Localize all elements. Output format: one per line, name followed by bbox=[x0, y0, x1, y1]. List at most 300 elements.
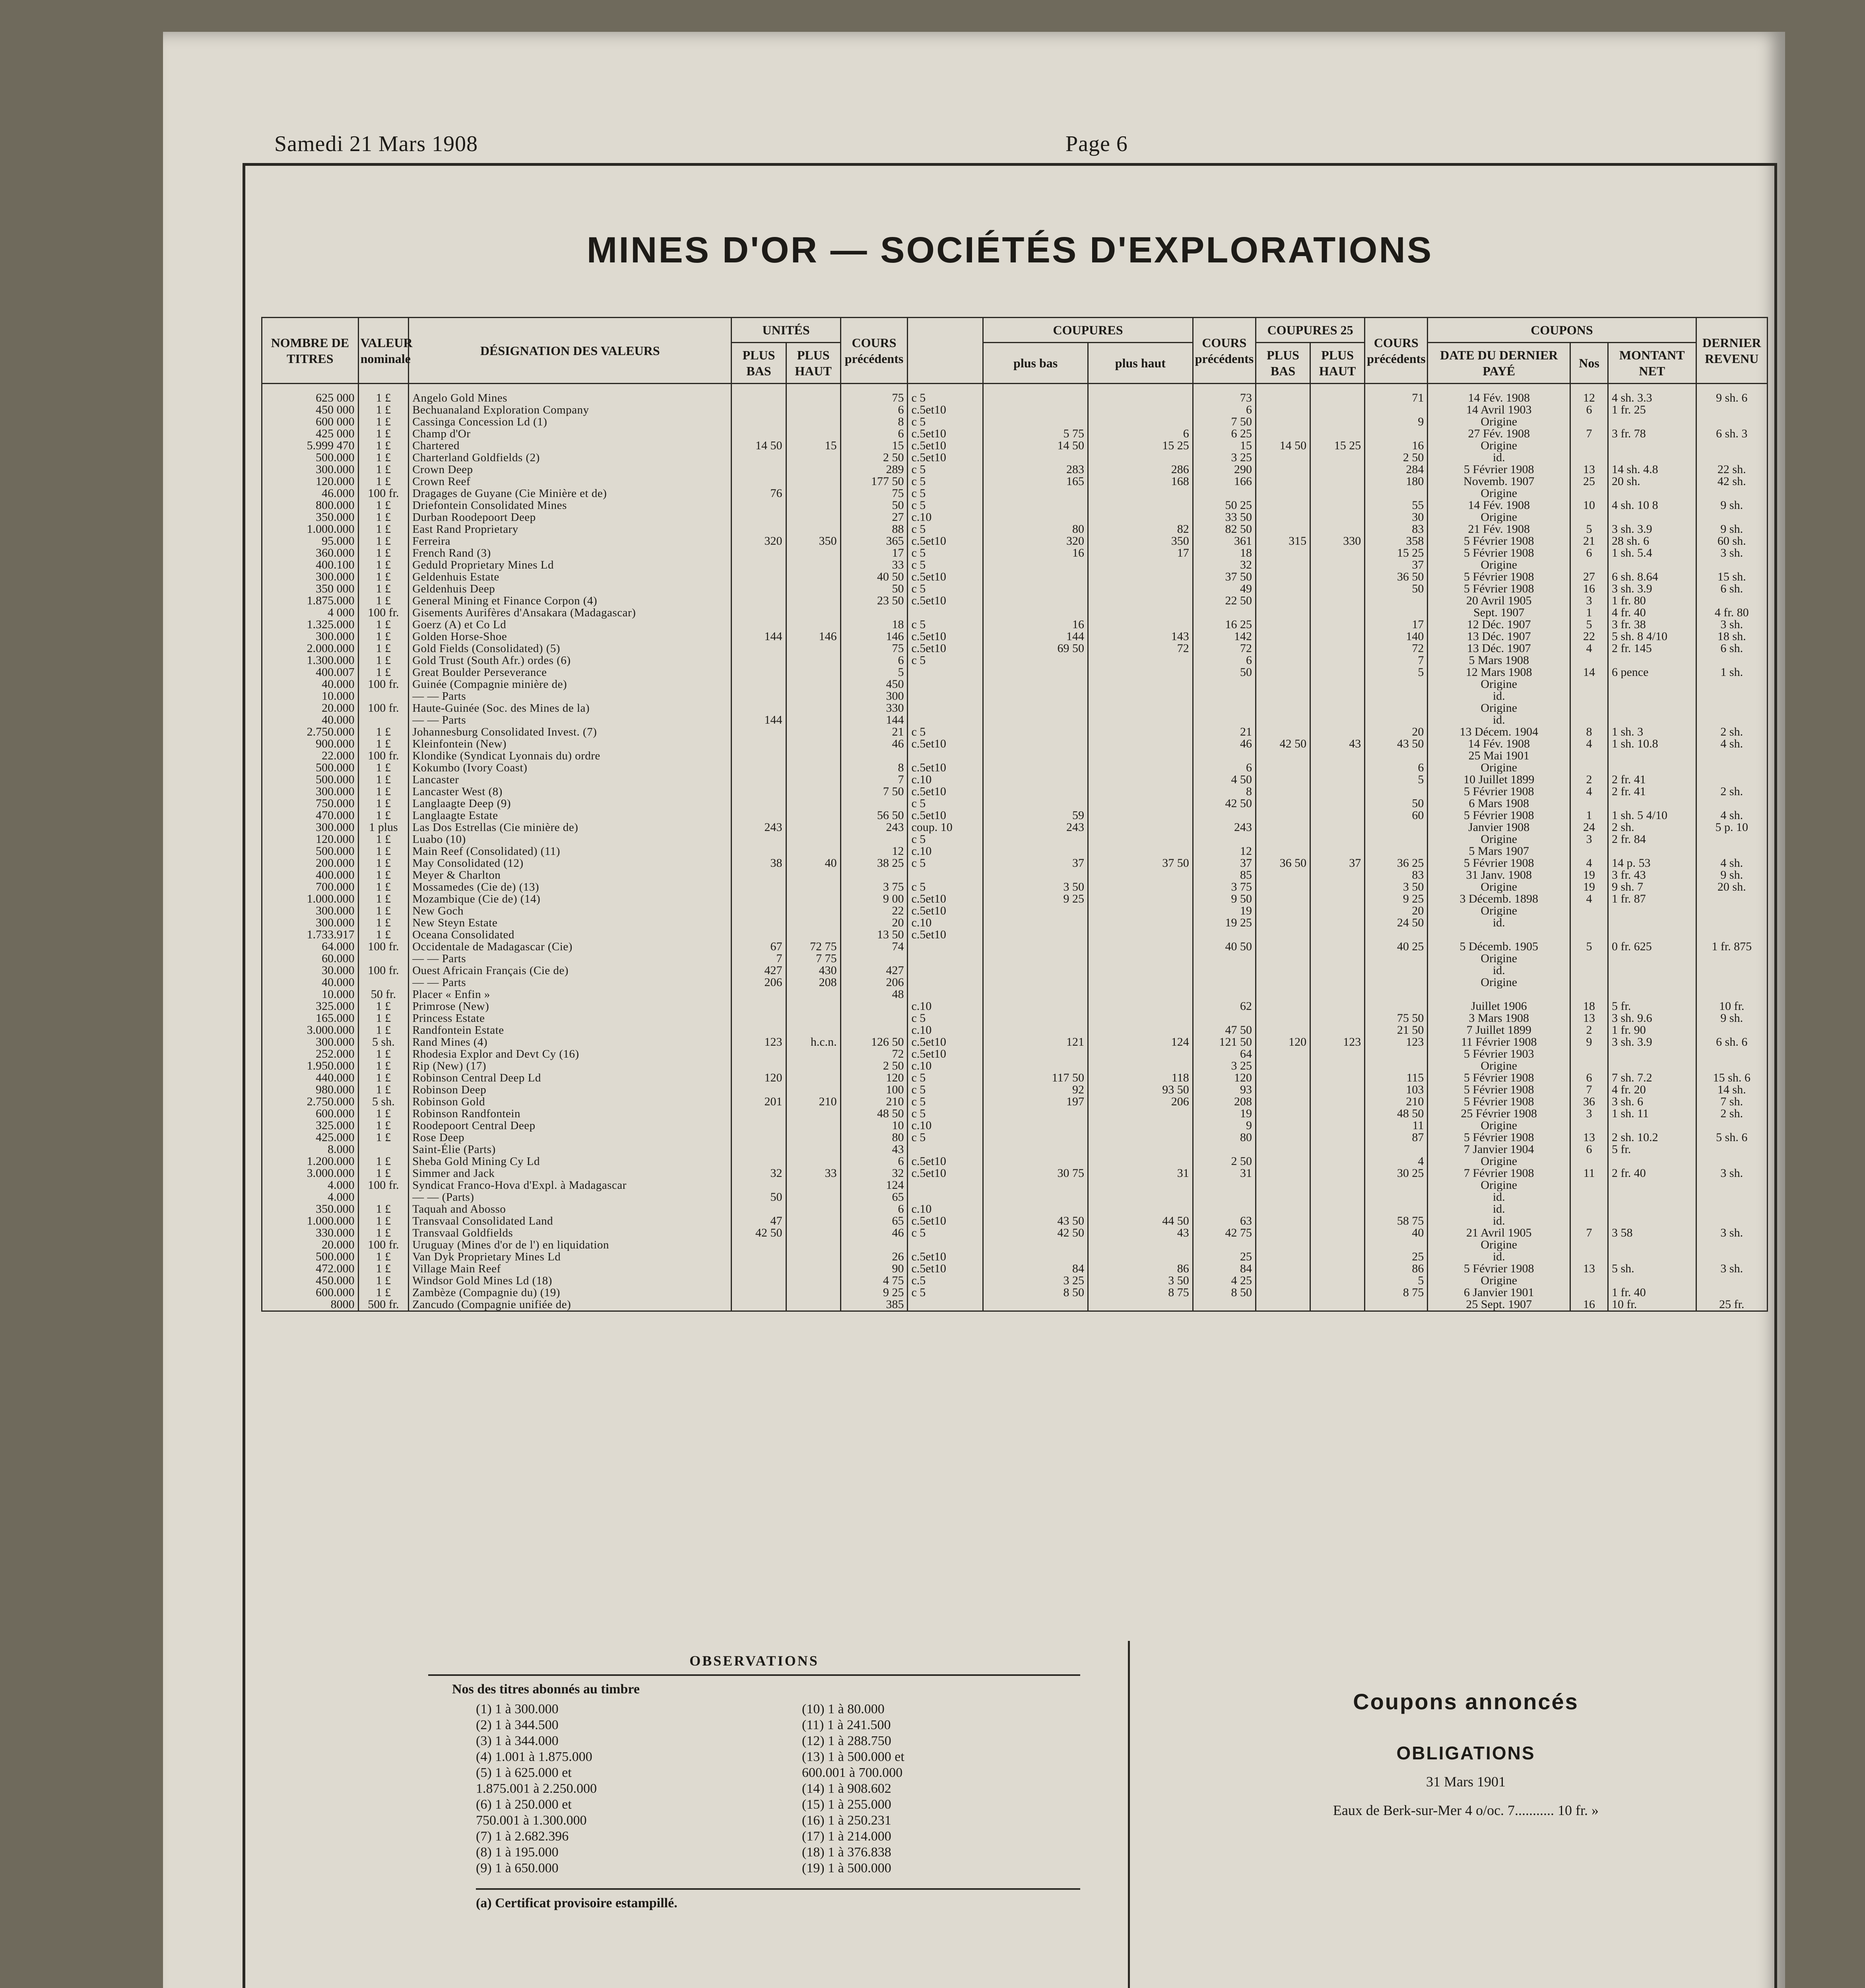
observation-line: (17) 1 à 214.000 bbox=[802, 1829, 891, 1844]
cell-n: 500.000 bbox=[262, 845, 359, 857]
table-row bbox=[262, 1203, 1768, 1215]
cell-c1: 177 50 bbox=[840, 476, 908, 487]
cell-uh bbox=[786, 833, 840, 845]
cell-c3: 5 bbox=[1365, 774, 1428, 786]
cell-no: 2 bbox=[1570, 1024, 1608, 1036]
cell-mt: 3 fr. 38 bbox=[1608, 619, 1696, 631]
cell-s: c.5et10 bbox=[908, 1155, 983, 1167]
cell-rv bbox=[1696, 1251, 1767, 1263]
cell-n: 1.300.000 bbox=[262, 654, 359, 666]
cell-d: Luabo (10) bbox=[409, 833, 732, 845]
table-row bbox=[262, 929, 1768, 941]
cell-v: 1 £ bbox=[358, 738, 409, 750]
cell-ub bbox=[732, 845, 786, 857]
cell-c2: 208 bbox=[1193, 1096, 1256, 1108]
cell-qb: 42 50 bbox=[1256, 738, 1310, 750]
cell-c3: 180 bbox=[1365, 476, 1428, 487]
cell-qb bbox=[1256, 607, 1310, 619]
cell-ph bbox=[1088, 905, 1193, 917]
cell-mt: 5 fr. bbox=[1608, 1143, 1696, 1155]
cell-rv bbox=[1696, 416, 1767, 428]
cell-qb bbox=[1256, 1179, 1310, 1191]
cell-no: 11 bbox=[1570, 1167, 1608, 1179]
cell-c3 bbox=[1365, 404, 1428, 416]
cell-rv: 7 sh. bbox=[1696, 1096, 1767, 1108]
cell-mt bbox=[1608, 1155, 1696, 1167]
cell-no: 3 bbox=[1570, 595, 1608, 607]
table-row bbox=[262, 571, 1768, 583]
cell-qb bbox=[1256, 1048, 1310, 1060]
cell-uh: 210 bbox=[786, 1096, 840, 1108]
cell-v: 1 £ bbox=[358, 416, 409, 428]
cell-v: 1 £ bbox=[358, 464, 409, 476]
cell-dt: 7 Janvier 1904 bbox=[1428, 1143, 1570, 1155]
cell-n: 300.000 bbox=[262, 905, 359, 917]
cell-v: 1 £ bbox=[358, 905, 409, 917]
cell-ub bbox=[732, 929, 786, 941]
cell-v: 1 £ bbox=[358, 1048, 409, 1060]
cell-uh: 7 75 bbox=[786, 953, 840, 965]
cell-c2: 3 75 bbox=[1193, 881, 1256, 893]
cell-ub bbox=[732, 1084, 786, 1096]
table-row bbox=[262, 1263, 1768, 1275]
cell-rv: 22 sh. bbox=[1696, 464, 1767, 476]
cell-qb bbox=[1256, 774, 1310, 786]
cell-c3: 8 75 bbox=[1365, 1287, 1428, 1299]
cell-v: 1 £ bbox=[358, 1263, 409, 1275]
header-dernier-revenu: DERNIER REVENU bbox=[1696, 318, 1767, 384]
cell-dt: 11 Février 1908 bbox=[1428, 1036, 1570, 1048]
cell-c1 bbox=[840, 750, 908, 762]
cell-n: 64.000 bbox=[262, 941, 359, 953]
cell-ub: 67 bbox=[732, 941, 786, 953]
cell-qh bbox=[1310, 702, 1365, 714]
cell-d: Great Boulder Perseverance bbox=[409, 666, 732, 678]
cell-d: Syndicat Franco-Hova d'Expl. à Madagascar bbox=[409, 1179, 732, 1191]
cell-mt bbox=[1608, 929, 1696, 941]
cell-c2: 6 bbox=[1193, 404, 1256, 416]
cell-c2: 6 bbox=[1193, 654, 1256, 666]
cell-qb bbox=[1256, 881, 1310, 893]
cell-qb bbox=[1256, 1155, 1310, 1167]
table-row bbox=[262, 666, 1768, 678]
cell-ub bbox=[732, 678, 786, 690]
cell-no: 5 bbox=[1570, 941, 1608, 953]
cell-c3 bbox=[1365, 487, 1428, 499]
cell-v: 100 fr. bbox=[358, 487, 409, 499]
cell-mt bbox=[1608, 905, 1696, 917]
cell-ph bbox=[1088, 988, 1193, 1000]
cell-d: French Rand (3) bbox=[409, 547, 732, 559]
cell-qb bbox=[1256, 523, 1310, 535]
cell-qh bbox=[1310, 762, 1365, 774]
cell-n: 600 000 bbox=[262, 416, 359, 428]
table-row bbox=[262, 833, 1768, 845]
cell-qh bbox=[1310, 416, 1365, 428]
cell-c2: 8 bbox=[1193, 786, 1256, 798]
cell-c3: 83 bbox=[1365, 523, 1428, 535]
cell-c2 bbox=[1193, 487, 1256, 499]
cell-ub bbox=[732, 1012, 786, 1024]
cell-qh bbox=[1310, 595, 1365, 607]
cell-qb: 315 bbox=[1256, 535, 1310, 547]
cell-qh bbox=[1310, 1203, 1365, 1215]
cell-qb bbox=[1256, 1060, 1310, 1072]
cell-uh bbox=[786, 595, 840, 607]
cell-ph: 168 bbox=[1088, 476, 1193, 487]
cell-pb: 30 75 bbox=[983, 1167, 1088, 1179]
cell-mt bbox=[1608, 1191, 1696, 1203]
cell-s: c.5 bbox=[908, 1275, 983, 1287]
cell-n: 425 000 bbox=[262, 428, 359, 440]
cell-pb bbox=[983, 953, 1088, 965]
cell-qh bbox=[1310, 631, 1365, 643]
mines-table bbox=[261, 317, 1768, 1312]
cell-qb bbox=[1256, 833, 1310, 845]
cell-v: 1 £ bbox=[358, 1287, 409, 1299]
cell-ub: 243 bbox=[732, 821, 786, 833]
cell-no bbox=[1570, 714, 1608, 726]
cell-pb: 59 bbox=[983, 810, 1088, 821]
cell-uh bbox=[786, 810, 840, 821]
cell-n: 325.000 bbox=[262, 1000, 359, 1012]
cell-uh bbox=[786, 893, 840, 905]
cell-n: 165.000 bbox=[262, 1012, 359, 1024]
cell-d: Placer « Enfin » bbox=[409, 988, 732, 1000]
cell-c2: 50 bbox=[1193, 666, 1256, 678]
cell-n: 2.750.000 bbox=[262, 1096, 359, 1108]
cell-uh bbox=[786, 571, 840, 583]
cell-v: 5 sh. bbox=[358, 1096, 409, 1108]
cell-rv bbox=[1696, 1155, 1767, 1167]
cell-d: Driefontein Consolidated Mines bbox=[409, 499, 732, 511]
cell-n: 10.000 bbox=[262, 988, 359, 1000]
cell-rv: 3 sh. bbox=[1696, 1263, 1767, 1275]
cell-uh bbox=[786, 786, 840, 798]
cell-c3 bbox=[1365, 678, 1428, 690]
cell-ph bbox=[1088, 690, 1193, 702]
cell-pb bbox=[983, 666, 1088, 678]
cell-c1: 43 bbox=[840, 1143, 908, 1155]
cell-uh bbox=[786, 726, 840, 738]
cell-mt bbox=[1608, 953, 1696, 965]
cell-ph bbox=[1088, 1251, 1193, 1263]
header-coupures-bas: plus bas bbox=[983, 343, 1088, 384]
cell-c2 bbox=[1193, 953, 1256, 965]
cell-mt: 0 fr. 625 bbox=[1608, 941, 1696, 953]
cell-ub bbox=[732, 786, 786, 798]
cell-s: c.10 bbox=[908, 1024, 983, 1036]
table-row bbox=[262, 702, 1768, 714]
cell-rv: 42 sh. bbox=[1696, 476, 1767, 487]
cell-qh bbox=[1310, 666, 1365, 678]
cell-qb bbox=[1256, 678, 1310, 690]
observations-note: (a) Certificat provisoire estampillé. bbox=[476, 1888, 1080, 1911]
cell-v: 1 £ bbox=[358, 762, 409, 774]
cell-n: 400.000 bbox=[262, 869, 359, 881]
cell-v: 100 fr. bbox=[358, 1239, 409, 1251]
cell-ub: 14 50 bbox=[732, 440, 786, 452]
cell-ph bbox=[1088, 1132, 1193, 1143]
cell-ub bbox=[732, 476, 786, 487]
cell-rv: 6 sh. 3 bbox=[1696, 428, 1767, 440]
cell-no bbox=[1570, 1239, 1608, 1251]
cell-s: c.5et10 bbox=[908, 440, 983, 452]
content-frame bbox=[243, 163, 1777, 1988]
cell-d: Ouest Africain Français (Cie de) bbox=[409, 965, 732, 977]
header-cours-1: COURS précédents bbox=[840, 318, 908, 384]
cell-ub bbox=[732, 702, 786, 714]
cell-s bbox=[908, 1191, 983, 1203]
table-row bbox=[262, 965, 1768, 977]
cell-c1: 65 bbox=[840, 1191, 908, 1203]
cell-qh bbox=[1310, 499, 1365, 511]
cell-dt: 6 Mars 1908 bbox=[1428, 798, 1570, 810]
cell-s bbox=[908, 714, 983, 726]
cell-dt: 5 Février 1908 bbox=[1428, 857, 1570, 869]
cell-uh bbox=[786, 654, 840, 666]
cell-mt bbox=[1608, 690, 1696, 702]
cell-d: Cassinga Concession Ld (1) bbox=[409, 416, 732, 428]
cell-n: 400.100 bbox=[262, 559, 359, 571]
observation-line: 600.001 à 700.000 bbox=[802, 1765, 903, 1780]
cell-ub: 47 bbox=[732, 1215, 786, 1227]
cell-n: 20.000 bbox=[262, 1239, 359, 1251]
cell-ph bbox=[1088, 384, 1193, 404]
cell-s: c 5 bbox=[908, 487, 983, 499]
cell-n: 40.000 bbox=[262, 714, 359, 726]
cell-qh bbox=[1310, 810, 1365, 821]
cell-ph bbox=[1088, 487, 1193, 499]
cell-n: 500.000 bbox=[262, 762, 359, 774]
cell-ph bbox=[1088, 1000, 1193, 1012]
cell-s: c 5 bbox=[908, 523, 983, 535]
cell-d: — — Parts bbox=[409, 690, 732, 702]
cell-v: 100 fr. bbox=[358, 607, 409, 619]
cell-ub bbox=[732, 1143, 786, 1155]
cell-c1: 20 bbox=[840, 917, 908, 929]
cell-n: 360.000 bbox=[262, 547, 359, 559]
cell-v: 1 £ bbox=[358, 404, 409, 416]
cell-no: 4 bbox=[1570, 786, 1608, 798]
cell-qh bbox=[1310, 476, 1365, 487]
cell-ph: 118 bbox=[1088, 1072, 1193, 1084]
table-row bbox=[262, 881, 1768, 893]
cell-s: c.5et10 bbox=[908, 1263, 983, 1275]
cell-pb bbox=[983, 1179, 1088, 1191]
cell-ub bbox=[732, 917, 786, 929]
table-row bbox=[262, 798, 1768, 810]
cell-c2: 22 50 bbox=[1193, 595, 1256, 607]
cell-v: 1 £ bbox=[358, 666, 409, 678]
cell-c3: 16 bbox=[1365, 440, 1428, 452]
cell-no bbox=[1570, 1203, 1608, 1215]
cell-ph bbox=[1088, 404, 1193, 416]
cell-pb bbox=[983, 654, 1088, 666]
cell-c1 bbox=[840, 953, 908, 965]
cell-rv: 9 sh. bbox=[1696, 1012, 1767, 1024]
cell-qb bbox=[1256, 511, 1310, 523]
cell-c3: 55 bbox=[1365, 499, 1428, 511]
observation-line: (4) 1.001 à 1.875.000 bbox=[476, 1749, 592, 1764]
cell-ph bbox=[1088, 702, 1193, 714]
table-row bbox=[262, 988, 1768, 1000]
cell-uh bbox=[786, 881, 840, 893]
cell-dt: id. bbox=[1428, 1203, 1570, 1215]
cell-c3: 75 50 bbox=[1365, 1012, 1428, 1024]
cell-c1: 146 bbox=[840, 631, 908, 643]
cell-s bbox=[908, 750, 983, 762]
cell-mt: 2 sh. 10.2 bbox=[1608, 1132, 1696, 1143]
cell-dt: Origine bbox=[1428, 977, 1570, 988]
cell-n: 440.000 bbox=[262, 1072, 359, 1084]
cell-no bbox=[1570, 654, 1608, 666]
cell-pb bbox=[983, 487, 1088, 499]
cell-d: Princess Estate bbox=[409, 1012, 732, 1024]
cell-pb: 144 bbox=[983, 631, 1088, 643]
cell-dt: 3 Décemb. 1898 bbox=[1428, 893, 1570, 905]
cell-s bbox=[908, 988, 983, 1000]
cell-uh bbox=[786, 384, 840, 404]
cell-d: Crown Reef bbox=[409, 476, 732, 487]
cell-n: 40.000 bbox=[262, 977, 359, 988]
cell-n: 22.000 bbox=[262, 750, 359, 762]
cell-rv bbox=[1696, 1179, 1767, 1191]
cell-uh bbox=[786, 1143, 840, 1155]
cell-qh bbox=[1310, 929, 1365, 941]
table-row bbox=[262, 643, 1768, 654]
cell-d: Windsor Gold Mines Ld (18) bbox=[409, 1275, 732, 1287]
cell-c3 bbox=[1365, 988, 1428, 1000]
cell-c1: 7 bbox=[840, 774, 908, 786]
cell-no: 7 bbox=[1570, 1084, 1608, 1096]
cell-c2: 42 75 bbox=[1193, 1227, 1256, 1239]
cell-c1: 6 bbox=[840, 1155, 908, 1167]
cell-qh bbox=[1310, 571, 1365, 583]
cell-no bbox=[1570, 929, 1608, 941]
cell-qb bbox=[1256, 476, 1310, 487]
cell-c3: 5 bbox=[1365, 1275, 1428, 1287]
cell-ub bbox=[732, 1275, 786, 1287]
cell-pb: 283 bbox=[983, 464, 1088, 476]
cell-s: c 5 bbox=[908, 1108, 983, 1120]
header-coupures: COUPURES bbox=[983, 318, 1193, 343]
cell-pb bbox=[983, 1299, 1088, 1311]
cell-d: Rip (New) (17) bbox=[409, 1060, 732, 1072]
cell-no bbox=[1570, 1155, 1608, 1167]
cell-uh: 146 bbox=[786, 631, 840, 643]
cell-rv: 15 sh. bbox=[1696, 571, 1767, 583]
cell-s bbox=[908, 690, 983, 702]
cell-d: General Mining et Finance Corpon (4) bbox=[409, 595, 732, 607]
cell-c1: 75 bbox=[840, 384, 908, 404]
cell-ph: 143 bbox=[1088, 631, 1193, 643]
cell-c3: 210 bbox=[1365, 1096, 1428, 1108]
cell-mt bbox=[1608, 452, 1696, 464]
cell-pb bbox=[983, 1000, 1088, 1012]
cell-s: c 5 bbox=[908, 798, 983, 810]
cell-ph: 3 50 bbox=[1088, 1275, 1193, 1287]
cell-pb bbox=[983, 977, 1088, 988]
cell-s bbox=[908, 1239, 983, 1251]
cell-dt: Origine bbox=[1428, 1179, 1570, 1191]
cell-no bbox=[1570, 416, 1608, 428]
cell-uh bbox=[786, 714, 840, 726]
cell-qb bbox=[1256, 1263, 1310, 1275]
cell-d: Gold Trust (South Afr.) ordes (6) bbox=[409, 654, 732, 666]
cell-uh bbox=[786, 1251, 840, 1263]
cell-c1: 4 75 bbox=[840, 1275, 908, 1287]
cell-mt: 20 sh. bbox=[1608, 476, 1696, 487]
cell-c3: 36 25 bbox=[1365, 857, 1428, 869]
cell-n: 300.000 bbox=[262, 786, 359, 798]
cell-no: 7 bbox=[1570, 428, 1608, 440]
cell-ph bbox=[1088, 1012, 1193, 1024]
cell-v: 1 £ bbox=[358, 798, 409, 810]
cell-c3: 60 bbox=[1365, 810, 1428, 821]
header-coupons: COUPONS bbox=[1428, 318, 1696, 343]
cell-n: 980.000 bbox=[262, 1084, 359, 1096]
table-row bbox=[262, 1000, 1768, 1012]
cell-s: c.5et10 bbox=[908, 893, 983, 905]
cell-ph bbox=[1088, 750, 1193, 762]
cell-ph: 37 50 bbox=[1088, 857, 1193, 869]
cell-v: 1 £ bbox=[358, 857, 409, 869]
cell-pb bbox=[983, 714, 1088, 726]
cell-mt bbox=[1608, 1251, 1696, 1263]
cell-qh bbox=[1310, 941, 1365, 953]
cell-no: 8 bbox=[1570, 726, 1608, 738]
cell-d: Occidentale de Madagascar (Cie) bbox=[409, 941, 732, 953]
cell-d: Lancaster West (8) bbox=[409, 786, 732, 798]
cell-ub bbox=[732, 1024, 786, 1036]
cell-v bbox=[358, 977, 409, 988]
cell-ub: 144 bbox=[732, 714, 786, 726]
cell-qb bbox=[1256, 631, 1310, 643]
cell-uh bbox=[786, 1000, 840, 1012]
cell-c3: 72 bbox=[1365, 643, 1428, 654]
cell-c2: 19 bbox=[1193, 1108, 1256, 1120]
cell-no bbox=[1570, 1179, 1608, 1191]
cell-pb bbox=[983, 571, 1088, 583]
cell-pb bbox=[983, 774, 1088, 786]
cell-uh: 430 bbox=[786, 965, 840, 977]
cell-ph bbox=[1088, 941, 1193, 953]
cell-pb bbox=[983, 1143, 1088, 1155]
cell-c2: 73 bbox=[1193, 384, 1256, 404]
cell-d: Transvaal Goldfields bbox=[409, 1227, 732, 1239]
cell-dt: Origine bbox=[1428, 416, 1570, 428]
cell-v: 100 fr. bbox=[358, 965, 409, 977]
cell-n: 1.325.000 bbox=[262, 619, 359, 631]
cell-mt bbox=[1608, 988, 1696, 1000]
cell-uh bbox=[786, 678, 840, 690]
cell-v: 1 £ bbox=[358, 1024, 409, 1036]
cell-s: c.5et10 bbox=[908, 452, 983, 464]
cell-c1: 38 25 bbox=[840, 857, 908, 869]
cell-ph bbox=[1088, 452, 1193, 464]
cell-qh bbox=[1310, 845, 1365, 857]
cell-c1: 365 bbox=[840, 535, 908, 547]
cell-c1: 450 bbox=[840, 678, 908, 690]
table-row bbox=[262, 1275, 1768, 1287]
cell-ub bbox=[732, 726, 786, 738]
cell-mt: 6 pence bbox=[1608, 666, 1696, 678]
cell-qb bbox=[1256, 726, 1310, 738]
observation-line: (6) 1 à 250.000 et bbox=[476, 1797, 572, 1812]
cell-n: 450 000 bbox=[262, 404, 359, 416]
cell-c2 bbox=[1193, 714, 1256, 726]
